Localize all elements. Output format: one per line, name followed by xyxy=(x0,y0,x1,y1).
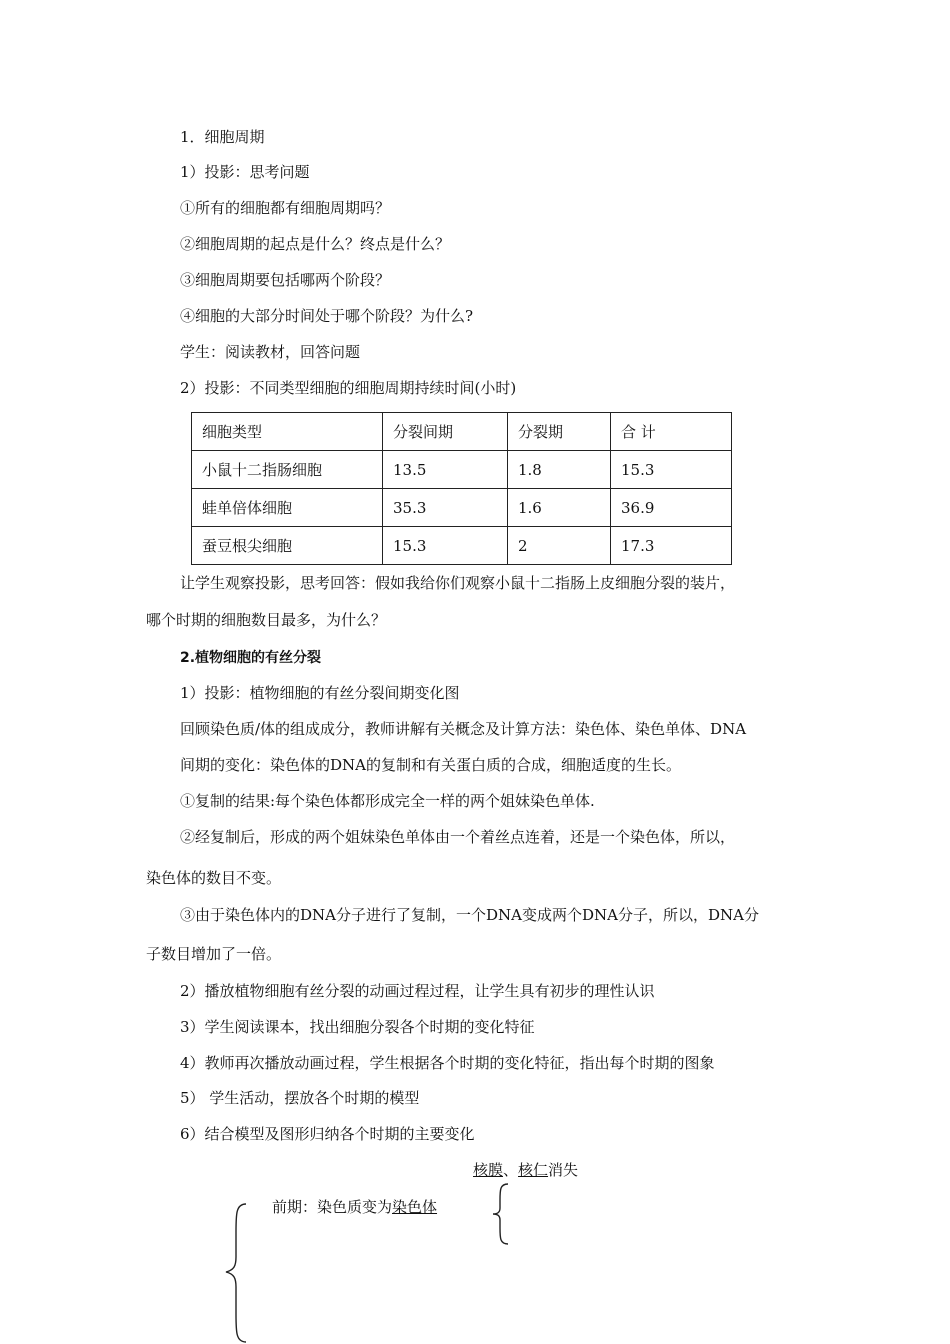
table-cell: 小鼠十二指肠细胞 xyxy=(192,451,383,489)
table-cell: 1.6 xyxy=(508,489,611,527)
question-4: ④细胞的大部分时间处于哪个阶段？为什么? xyxy=(180,307,474,325)
result-3-line-2: 子数目增加了一倍。 xyxy=(146,945,282,963)
table-cell: 2 xyxy=(508,527,611,565)
result-2-line-1: ②经复制后，形成的两个姐妹染色单体由一个着丝点连着，还是一个染色体，所以， xyxy=(180,828,736,846)
table-header-cell: 分裂期 xyxy=(508,413,611,451)
separator: 、 xyxy=(503,1161,519,1179)
step-2: 2）播放植物细胞有丝分裂的动画过程过程，让学生具有初步的理性认识 xyxy=(180,982,655,1000)
table-cell: 13.5 xyxy=(383,451,508,489)
section1-item1-title: 1）投影：思考问题 xyxy=(180,163,310,181)
table-cell: 蚕豆根尖细胞 xyxy=(192,527,383,565)
step-5: 5） 学生活动，摆放各个时期的模型 xyxy=(180,1089,420,1107)
result-1: ①复制的结果:每个染色体都形成完全一样的两个姐妹染色单体. xyxy=(180,792,595,810)
result-3-line-1: ③由于染色体内的DNA分子进行了复制，一个DNA变成两个DNA分子，所以，DNA分 xyxy=(180,906,759,924)
table-cell: 15.3 xyxy=(611,451,732,489)
table-cell: 35.3 xyxy=(383,489,508,527)
section2-heading: 2.植物细胞的有丝分裂 xyxy=(180,650,322,666)
observe-line-2: 哪个时期的细胞数目最多，为什么？ xyxy=(146,611,387,629)
table-cell: 1.8 xyxy=(508,451,611,489)
question-1: ①所有的细胞都有细胞周期吗？ xyxy=(180,199,391,217)
question-3: ③细胞周期要包括哪两个阶段？ xyxy=(180,271,391,289)
table-cell: 17.3 xyxy=(611,527,732,565)
table-row xyxy=(192,527,732,565)
student-line: 学生：阅读教材，回答问题 xyxy=(180,343,361,361)
large-brace-icon xyxy=(222,1202,252,1344)
interphase-line: 间期的变化：染色体的DNA的复制和有关蛋白质的合成，细胞适度的生长。 xyxy=(180,756,681,774)
nucleolus-term: 核仁 xyxy=(518,1161,549,1179)
nuclear-membrane-term: 核膜 xyxy=(473,1161,504,1179)
disappear-text: 消失 xyxy=(548,1161,579,1179)
prophase-label xyxy=(272,1197,437,1217)
table-cell: 36.9 xyxy=(611,489,732,527)
review-line: 回顾染色质/体的组成成分，教师讲解有关概念及计算方法：染色体、染色单体、DNA xyxy=(180,720,747,738)
small-brace-icon xyxy=(490,1182,514,1246)
table-row xyxy=(192,451,732,489)
table-cell: 15.3 xyxy=(383,527,508,565)
result-2-line-2: 染色体的数目不变。 xyxy=(146,869,282,887)
table-cell: 蛙单倍体细胞 xyxy=(192,489,383,527)
question-2: ②细胞周期的起点是什么？终点是什么？ xyxy=(180,235,451,253)
diagram-top-label xyxy=(473,1160,578,1180)
section1-heading: 1．细胞周期 xyxy=(180,128,265,146)
table-row xyxy=(192,489,732,527)
step-4: 4）教师再次播放动画过程，学生根据各个时期的变化特征，指出每个时期的图象 xyxy=(180,1054,715,1072)
prophase-prefix: 前期：染色质变为 xyxy=(272,1198,393,1216)
table-header-cell: 细胞类型 xyxy=(192,413,383,451)
step-6: 6）结合模型及图形归纳各个时期的主要变化 xyxy=(180,1125,475,1143)
table-header-cell: 分裂间期 xyxy=(383,413,508,451)
section2-item1-title: 1）投影：植物细胞的有丝分裂间期变化图 xyxy=(180,684,460,702)
table-header-row xyxy=(192,413,732,451)
chromosome-term: 染色体 xyxy=(392,1198,438,1216)
section1-item2-title: 2）投影：不同类型细胞的细胞周期持续时间(小时) xyxy=(180,379,517,397)
table-header-cell: 合 计 xyxy=(611,413,732,451)
observe-line-1: 让学生观察投影，思考回答：假如我给你们观察小鼠十二指肠上皮细胞分裂的装片， xyxy=(180,574,736,592)
step-3: 3）学生阅读课本，找出细胞分裂各个时期的变化特征 xyxy=(180,1018,535,1036)
cell-cycle-table xyxy=(191,412,732,565)
